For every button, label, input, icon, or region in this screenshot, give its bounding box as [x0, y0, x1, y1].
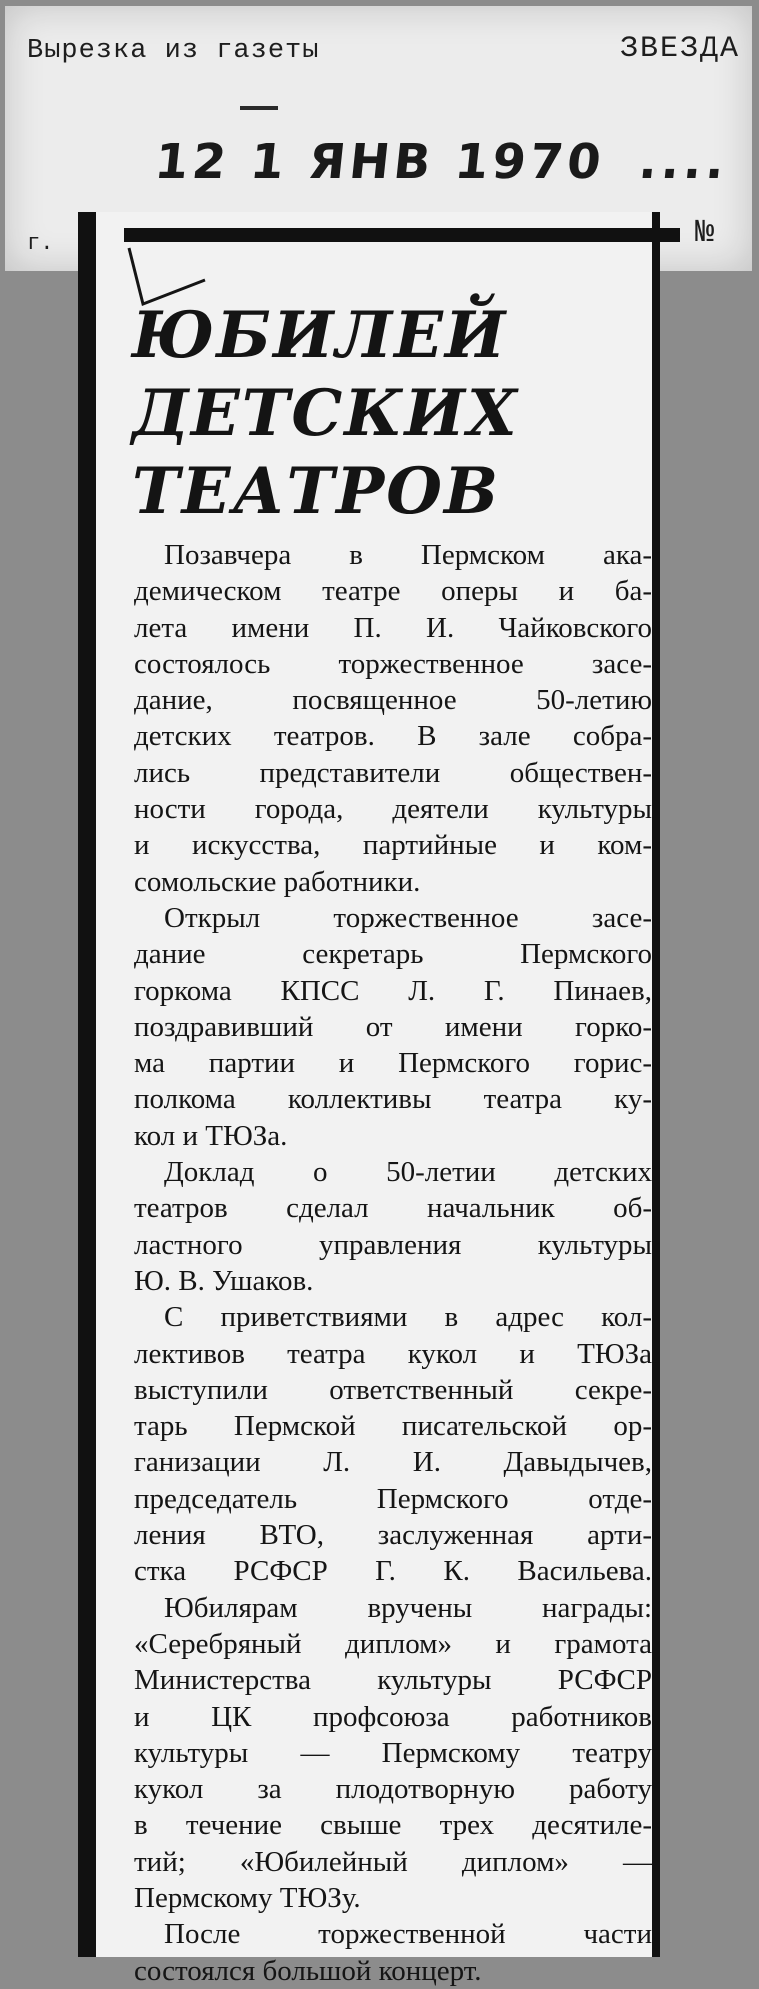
article-line: демическом театре оперы и ба- — [134, 575, 652, 608]
article-line: Пермскому ТЮЗу. — [134, 1881, 361, 1914]
article-line: ления ВТО, заслуженная арти- — [134, 1519, 652, 1552]
article-line: сомольские работники. — [134, 865, 421, 898]
article-line: Открыл торжественное засе- — [164, 901, 652, 934]
headline-line: ЮБИЛЕЙ — [132, 298, 508, 373]
article-line: горкома КПСС Л. Г. Пинаев, — [134, 974, 652, 1007]
article-line: детских театров. В зале собра- — [134, 720, 652, 753]
stamp-date-dots: .... — [636, 134, 732, 190]
article-line: дание секретарь Пермского — [134, 938, 652, 971]
stamp-city-prefix: г. — [27, 231, 54, 256]
article-line: ганизации Л. И. Давыдычев, — [134, 1446, 652, 1479]
article-line: в течение свыше трех десятиле- — [134, 1809, 652, 1842]
article-line: После торжественной части — [164, 1918, 652, 1951]
article-line: С приветствиями в адрес кол- — [164, 1301, 652, 1334]
article-line: Доклад о 50-летии детских — [164, 1156, 652, 1189]
headline-line: ТЕАТРОВ — [132, 454, 501, 529]
article-line: кол и ТЮЗа. — [134, 1119, 288, 1152]
article-line: лета имени П. И. Чайковского — [134, 611, 652, 644]
top-rule — [124, 228, 680, 242]
article-line: театров сделал начальник об- — [134, 1192, 652, 1225]
article-line: Ю. В. Ушаков. — [134, 1264, 314, 1297]
article-line: и ЦК профсоюза работников — [134, 1700, 652, 1733]
article-line: Министерства культуры РСФСР — [134, 1664, 652, 1697]
stamp-dash — [240, 106, 278, 110]
article-body — [134, 537, 652, 1989]
article-line: ности города, деятели культуры — [134, 793, 652, 826]
stamp-date-value: 12 1 ЯНВ 1970 — [152, 134, 608, 190]
article-line: председатель Пермского отде- — [134, 1482, 652, 1515]
article-line: ластного управления культуры — [134, 1228, 652, 1261]
headline-line: ДЕТСКИХ — [132, 376, 519, 451]
article-line: стка РСФСР Г. К. Васильева. — [134, 1555, 652, 1588]
article-line: полкома коллективы театра ку- — [134, 1083, 652, 1116]
stamp-number-sign: № — [695, 214, 715, 251]
article-line: поздравивший от имени горко- — [134, 1010, 652, 1043]
article-line: кукол за плодотворную работу — [134, 1773, 652, 1806]
article-line: Позавчера в Пермском ака- — [164, 539, 652, 571]
article-line: состоялся большой концерт. — [134, 1954, 482, 1987]
article-line: состоялось торжественное засе- — [134, 647, 652, 680]
article-line: «Серебряный диплом» и грамота — [134, 1627, 652, 1660]
article-line: тарь Пермской писательской ор- — [134, 1410, 652, 1443]
article-line: культуры — Пермскому театру — [134, 1736, 652, 1769]
article-line: ма партии и Пермского горис- — [134, 1047, 652, 1080]
article-line: лективов театра кукол и ТЮЗа — [134, 1337, 652, 1370]
stamp-date — [152, 134, 731, 190]
article-line: тий; «Юбилейный диплом» — — [134, 1845, 652, 1878]
newspaper-clipping — [78, 212, 660, 1987]
headline — [132, 297, 519, 531]
article-line: лись представители обществен- — [134, 756, 652, 789]
stamp-label: Вырезка из газеты — [27, 36, 320, 66]
newspaper-name: ЗВЕЗДА — [619, 32, 740, 66]
article-line: Юбилярам вручены награды: — [164, 1591, 652, 1624]
article-line: и искусства, партийные и ком- — [134, 829, 652, 862]
article-line: выступили ответственный секре- — [134, 1373, 652, 1406]
article-line: дание, посвященное 50-летию — [134, 684, 652, 717]
